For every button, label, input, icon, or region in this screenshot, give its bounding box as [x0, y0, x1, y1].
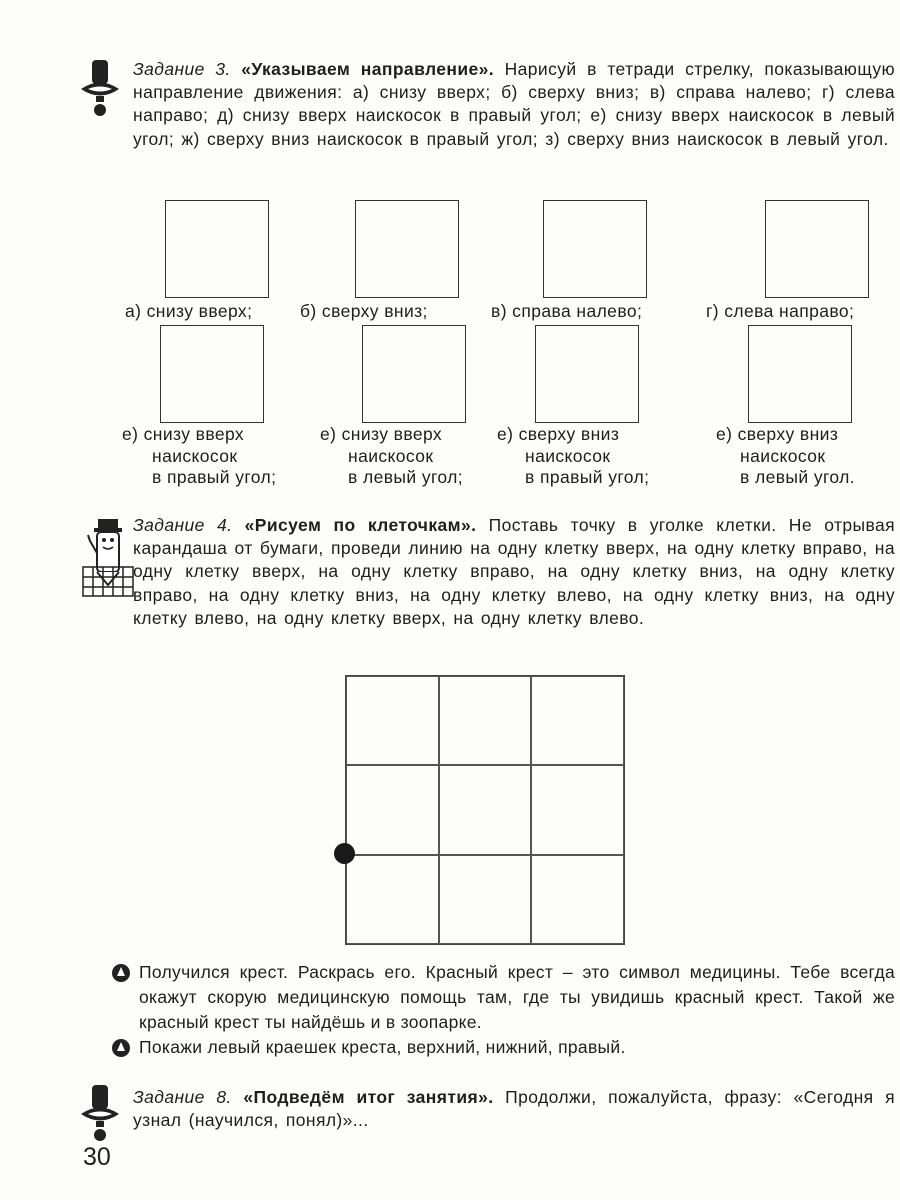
bullet-text: Получился крест. Раскрась его. Красный крест – это символ медицины. Тебе всегда окажут скорую медицинскую помощь там, где ты увидишь красный крест. Такой же красный крест ты найдёшь и в зоопарке. [139, 962, 895, 1032]
label-line: е) сверху вниз [716, 424, 839, 444]
answer-box-z[interactable] [748, 325, 852, 423]
grid-cell[interactable] [346, 765, 439, 854]
box-label [497, 424, 649, 489]
label-line: в левый угол. [740, 467, 855, 487]
answer-box-a[interactable] [165, 200, 269, 298]
label-line: в правый угол; [525, 467, 650, 487]
task4-body: Поставь точку в уголке клетки. Не отрывая карандаша от бумаги, проведи линию на одну клетку вверх, на одну клетку вправо, на одну клетку вверх, на одну клетку вправо, на одну клетку вниз, на одну клетку вправо, на одну клетку вниз, на одну клетку влево, на одну клетку вниз, на одну клетку влево, на одну клетку вверх, на одну клетку влево. [133, 515, 895, 628]
box-label [122, 424, 276, 489]
box-label: а) снизу вверх; [125, 301, 253, 321]
grid-cell[interactable] [439, 765, 532, 854]
label-line: в правый угол; [152, 467, 277, 487]
label-line: наискосок [152, 445, 238, 466]
box-label: б) сверху вниз; [300, 301, 428, 321]
task3-title: «Указываем направление». [241, 59, 495, 79]
answer-box-g[interactable] [765, 200, 869, 298]
task8-label: Задание 8. [133, 1087, 232, 1107]
task8-text [133, 1086, 895, 1132]
task4-title: «Рисуем по клеточкам». [244, 515, 477, 535]
label-line: в левый угол; [348, 467, 463, 487]
grid-cell[interactable] [439, 855, 532, 944]
label-line: наискосок [348, 445, 434, 466]
task3-label: Задание 3. [133, 59, 231, 79]
grid-cell[interactable] [439, 676, 532, 765]
page-number: 30 [83, 1143, 111, 1171]
task4-text [133, 514, 895, 630]
attention-icon [80, 1083, 120, 1145]
answer-box-zh[interactable] [535, 325, 639, 423]
label-line: е) снизу вверх [122, 424, 245, 444]
box-label: в) справа налево; [491, 301, 643, 321]
pencil-on-grid-icon [82, 515, 134, 597]
answer-box-e[interactable] [362, 325, 466, 423]
task8-title: «Подведём итог занятия». [243, 1087, 494, 1107]
attention-icon [80, 58, 120, 120]
box-label [320, 424, 463, 489]
bullet-text: Покажи левый краешек креста, верхний, нижний, правый. [139, 1037, 626, 1057]
task4-label: Задание 4. [133, 515, 233, 535]
answer-box-b[interactable] [355, 200, 459, 298]
label-line: е) снизу вверх [320, 424, 443, 444]
grid-cell[interactable] [346, 676, 439, 765]
answer-box-v[interactable] [543, 200, 647, 298]
grid-cell[interactable] [531, 855, 624, 944]
label-line: наискосок [525, 445, 611, 466]
task3-body: Нарисуй в тетради стрелку, показывающую направление движения: а) снизу вверх; б) сверху вниз; в) справа налево; г) слева направо; д) снизу вверх наискосок в правый угол; е) снизу вверх наискосок в левый угол; ж) сверху вниз наискосок в правый угол; з) сверху вниз наискосок в левый угол. [133, 59, 895, 149]
box-label: г) слева направо; [706, 301, 855, 321]
bullet-icon [112, 964, 130, 982]
grid-cell[interactable] [531, 765, 624, 854]
task8-body: Продолжи, пожалуйста, фразу: «Сегодня я узнал (научился, понял)»... [133, 1087, 896, 1131]
label-line: е) сверху вниз [497, 424, 620, 444]
box-label [716, 424, 855, 489]
grid-cell[interactable] [346, 855, 439, 944]
drawing-grid[interactable] [345, 675, 625, 945]
answer-box-d[interactable] [160, 325, 264, 423]
bullet-icon [112, 1039, 130, 1057]
start-point-dot [334, 843, 355, 864]
grid-cell[interactable] [531, 676, 624, 765]
task3-text [133, 58, 895, 151]
label-line: наискосок [740, 445, 826, 466]
